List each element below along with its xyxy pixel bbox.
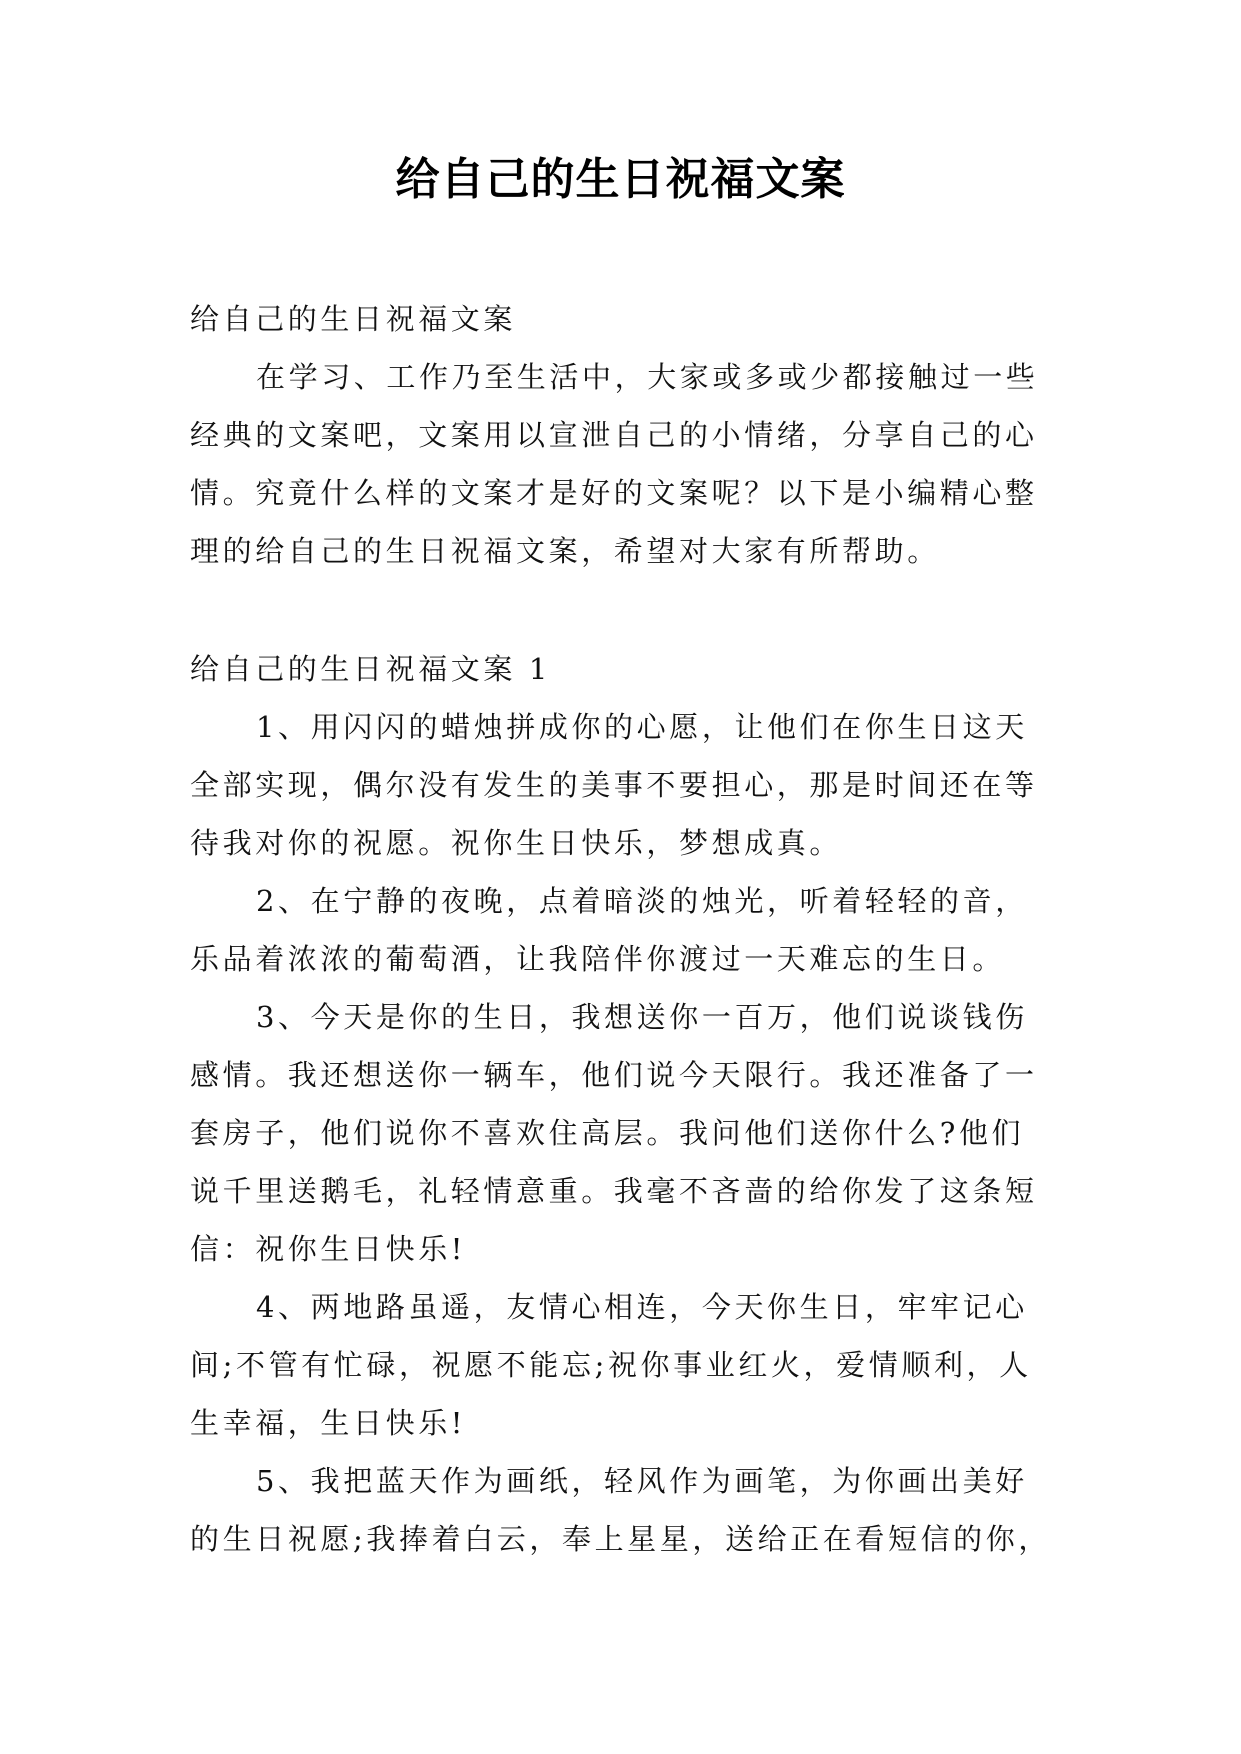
document-body: [190, 290, 1052, 1568]
document-subtitle: 给自己的生日祝福文案: [190, 302, 517, 336]
list-item: 3、今天是你的生日，我想送你一百万，他们说谈钱伤感情。我还想送你一辆车，他们说今天限行。我还准备了一套房子，他们说你不喜欢住高层。我问他们送你什么?他们说千里送鹅毛，礼轻情意重。我毫不吝啬的给你发了这条短信：祝你生日快乐!: [190, 1000, 1038, 1266]
intro-paragraph: 在学习、工作乃至生活中，大家或多或少都接触过一些经典的文案吧，文案用以宣泄自己的小情绪，分享自己的心情。究竟什么样的文案才是好的文案呢？以下是小编精心整理的给自己的生日祝福文案，希望对大家有所帮助。: [190, 360, 1039, 568]
section-heading: 给自己的生日祝福文案 1: [190, 652, 551, 686]
list-item: 5、我把蓝天作为画纸，轻风作为画笔，为你画出美好的生日祝愿;我捧着白云，奉上星星，送给正在看短信的你，: [190, 1464, 1051, 1556]
paragraph-spacer: [190, 580, 1052, 640]
list-item: 2、在宁静的夜晚，点着暗淡的烛光，听着轻轻的音，乐品着浓浓的葡萄酒，让我陪伴你渡过一天难忘的生日。: [190, 884, 1028, 976]
list-item: 1、用闪闪的蜡烛拼成你的心愿，让他们在你生日这天全部实现，偶尔没有发生的美事不要担心，那是时间还在等待我对你的祝愿。祝你生日快乐，梦想成真。: [190, 710, 1038, 860]
document-title: 给自己的生日祝福文案: [395, 154, 846, 205]
list-item: 4、两地路虽遥，友情心相连，今天你生日，牢牢记心间;不管有忙碌，祝愿不能忘;祝你事业红火，爱情顺利，人生幸福，生日快乐!: [190, 1290, 1032, 1440]
